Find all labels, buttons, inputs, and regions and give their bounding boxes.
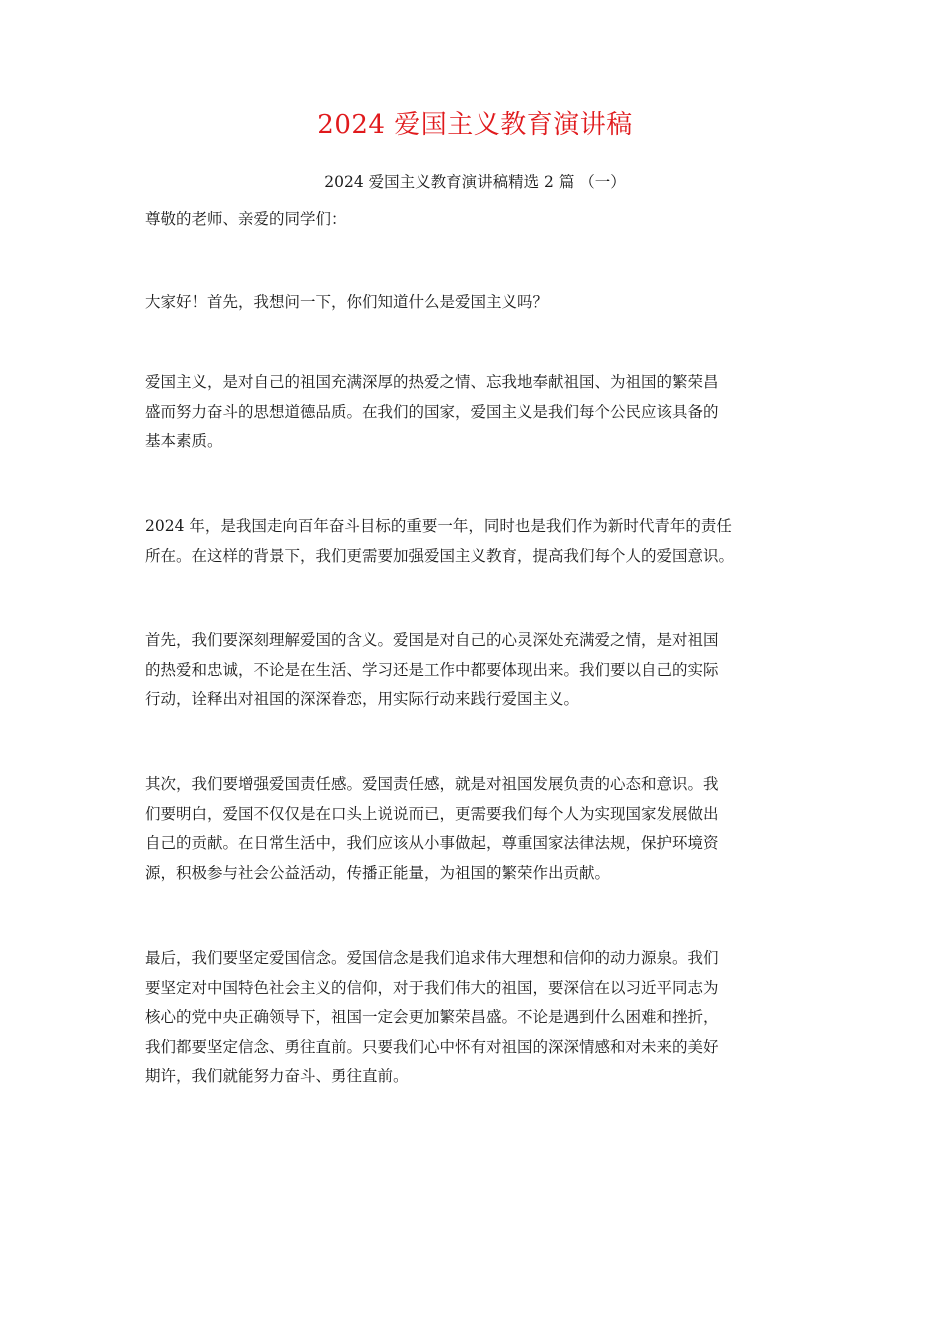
paragraph-line: 大家好！首先，我想问一下，你们知道什么是爱国主义吗？ — [145, 293, 549, 311]
paragraph-line: 自己的贡献。在日常生活中，我们应该从小事做起，尊重国家法律法规，保护环境资 — [145, 834, 719, 852]
paragraph-line: 盛而努力奋斗的思想道德品质。在我们的国家，爱国主义是我们每个公民应该具备的 — [145, 402, 719, 421]
paragraph-greeting — [145, 288, 820, 318]
paragraph-finally — [145, 944, 820, 1092]
paragraph-definition — [145, 368, 820, 457]
paragraph-line: 期许，我们就能努力奋斗、勇往直前。 — [145, 1067, 409, 1085]
paragraph-line: 们要明白，爱国不仅仅是在口头上说说而已，更需要我们每个人为实现国家发展做出 — [145, 804, 719, 823]
paragraph-second — [145, 770, 820, 888]
paragraph-line: 2024 年，是我国走向百年奋斗目标的重要一年，同时也是我们作为新时代青年的责任 — [145, 517, 732, 535]
paragraph-line: 的热爱和忠诚，不论是在生活、学习还是工作中都要体现出来。我们要以自己的实际 — [145, 660, 719, 679]
document-title: 2024 爱国主义教育演讲稿 — [317, 110, 633, 140]
paragraph-line: 基本素质。 — [145, 432, 223, 450]
paragraph-2024 — [145, 512, 820, 571]
paragraph-line: 核心的党中央正确领导下，祖国一定会更加繁荣昌盛。不论是遇到什么困难和挫折， — [145, 1008, 719, 1026]
paragraph-line: 首先，我们要深刻理解爱国的含义。爱国是对自己的心灵深处充满爱之情，是对祖国 — [145, 631, 719, 649]
paragraph-line: 我们都要坚定信念、勇往直前。只要我们心中怀有对祖国的深深情感和对未来的美好 — [145, 1037, 719, 1056]
paragraph-line: 其次，我们要增强爱国责任感。爱国责任感，就是对祖国发展负责的心态和意识。我 — [145, 775, 719, 793]
paragraph-line: 行动，诠释出对祖国的深深眷恋，用实际行动来践行爱国主义。 — [145, 690, 580, 708]
paragraph-first — [145, 626, 820, 715]
salutation-line: 尊敬的老师、亲爱的同学们： — [145, 210, 347, 228]
paragraph-line: 源，积极参与社会公益活动，传播正能量，为祖国的繁荣作出贡献。 — [145, 863, 611, 882]
salutation — [145, 205, 820, 235]
paragraph-line: 最后，我们要坚定爱国信念。爱国信念是我们追求伟大理想和信仰的动力源泉。我们 — [145, 949, 719, 967]
document-subtitle: 2024 爱国主义教育演讲稿精选 2 篇 （一） — [324, 173, 626, 191]
paragraph-line: 所在。在这样的背景下，我们更需要加强爱国主义教育，提高我们每个人的爱国意识。 — [145, 546, 735, 565]
paragraph-line: 要坚定对中国特色社会主义的信仰，对于我们伟大的祖国，要深信在以习近平同志为 — [145, 978, 719, 997]
paragraph-line: 爱国主义，是对自己的祖国充满深厚的热爱之情、忘我地奉献祖国、为祖国的繁荣昌 — [145, 373, 719, 391]
